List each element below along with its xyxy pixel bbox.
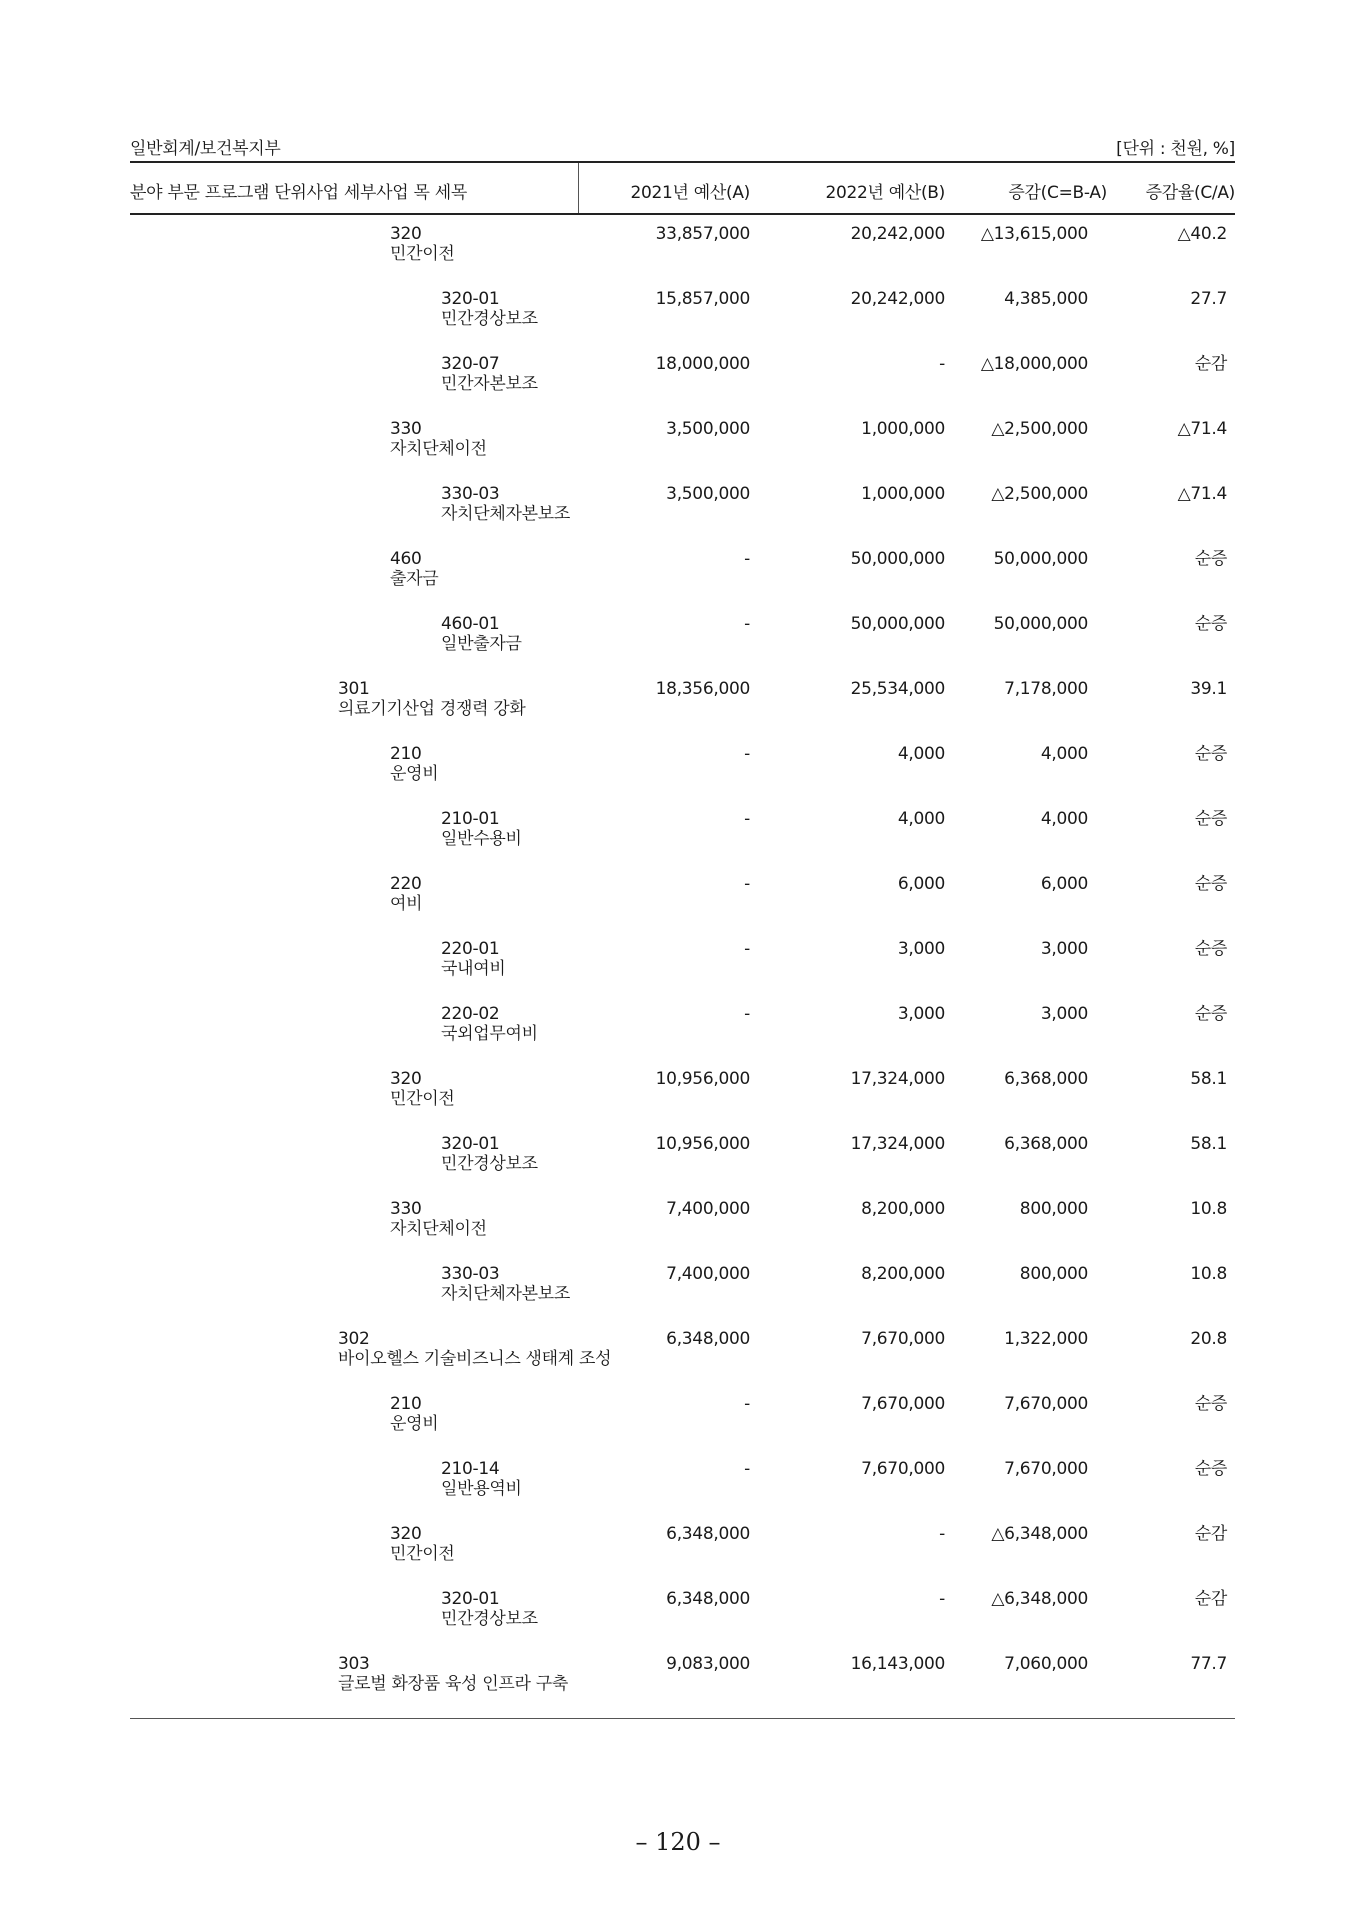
table-row xyxy=(130,1069,1235,1134)
row-change-rate: 20.8 xyxy=(1190,1329,1227,1349)
row-budget-2021: 9,083,000 xyxy=(666,1654,750,1674)
row-budget-2021: 33,857,000 xyxy=(655,224,750,244)
row-change-rate: 순증 xyxy=(1194,549,1227,569)
row-code: 210-14 xyxy=(441,1459,500,1479)
row-change: 4,000 xyxy=(1040,744,1088,764)
row-change: 6,368,000 xyxy=(1004,1069,1088,1089)
row-budget-2022: 7,670,000 xyxy=(861,1329,945,1349)
row-change-rate: 순감 xyxy=(1194,1524,1227,1544)
table-row xyxy=(130,1004,1235,1069)
row-code: 210 xyxy=(390,1394,422,1414)
row-code: 302 xyxy=(338,1329,370,1349)
row-budget-2022: 25,534,000 xyxy=(850,679,945,699)
row-code: 460 xyxy=(390,549,422,569)
row-budget-2022: 1,000,000 xyxy=(861,419,945,439)
row-budget-2021: 6,348,000 xyxy=(666,1329,750,1349)
table-row xyxy=(130,1394,1235,1459)
row-change: △6,348,000 xyxy=(991,1589,1088,1609)
row-code: 330 xyxy=(390,1199,422,1219)
row-change-rate: 순증 xyxy=(1194,939,1227,959)
row-budget-2022: 8,200,000 xyxy=(861,1199,945,1219)
row-name: 민간경상보조 xyxy=(441,1609,538,1629)
table-row xyxy=(130,549,1235,614)
row-budget-2022: 4,000 xyxy=(897,744,945,764)
row-code: 460-01 xyxy=(441,614,500,634)
row-name: 일반수용비 xyxy=(441,829,522,849)
header-divider xyxy=(578,163,579,213)
row-name: 국내여비 xyxy=(441,959,506,979)
row-change: 7,060,000 xyxy=(1004,1654,1088,1674)
row-change-rate: 순증 xyxy=(1194,1004,1227,1024)
row-code: 210-01 xyxy=(441,809,500,829)
table-row xyxy=(130,1524,1235,1589)
row-change: △2,500,000 xyxy=(991,484,1088,504)
row-budget-2022: - xyxy=(939,1524,945,1544)
row-budget-2021: - xyxy=(744,874,750,894)
row-budget-2022: - xyxy=(939,1589,945,1609)
table-row xyxy=(130,1459,1235,1524)
table-row xyxy=(130,354,1235,419)
page-number: – 120 – xyxy=(635,1828,721,1856)
row-change-rate: 순증 xyxy=(1194,744,1227,764)
row-name: 국외업무여비 xyxy=(441,1024,538,1044)
row-budget-2022: 7,670,000 xyxy=(861,1394,945,1414)
row-budget-2022: - xyxy=(939,354,945,374)
row-change-rate: 순감 xyxy=(1194,354,1227,374)
row-budget-2021: 3,500,000 xyxy=(666,484,750,504)
row-budget-2021: 10,956,000 xyxy=(655,1069,750,1089)
row-budget-2022: 17,324,000 xyxy=(850,1134,945,1154)
row-budget-2021: - xyxy=(744,1394,750,1414)
row-code: 330 xyxy=(390,419,422,439)
row-change-rate: 10.8 xyxy=(1190,1264,1227,1284)
header-budget-2021: 2021년 예산(A) xyxy=(630,183,750,203)
row-change: △13,615,000 xyxy=(980,224,1088,244)
table-row xyxy=(130,1589,1235,1654)
row-budget-2022: 20,242,000 xyxy=(850,289,945,309)
row-change-rate: 순증 xyxy=(1194,874,1227,894)
row-budget-2021: - xyxy=(744,809,750,829)
row-budget-2021: - xyxy=(744,1004,750,1024)
row-change: △6,348,000 xyxy=(991,1524,1088,1544)
row-budget-2021: 7,400,000 xyxy=(666,1199,750,1219)
unit-label: [단위 : 천원, %] xyxy=(1116,139,1235,159)
row-change: 800,000 xyxy=(1019,1199,1088,1219)
row-change-rate: 순증 xyxy=(1194,809,1227,829)
row-change-rate: 39.1 xyxy=(1190,679,1227,699)
row-budget-2022: 8,200,000 xyxy=(861,1264,945,1284)
row-change: 3,000 xyxy=(1040,1004,1088,1024)
row-budget-2021: 6,348,000 xyxy=(666,1589,750,1609)
row-code: 320-01 xyxy=(441,1134,500,1154)
row-name: 자치단체자본보조 xyxy=(441,1284,570,1304)
row-budget-2021: 15,857,000 xyxy=(655,289,750,309)
row-budget-2021: 10,956,000 xyxy=(655,1134,750,1154)
row-budget-2022: 7,670,000 xyxy=(861,1459,945,1479)
row-change-rate: △71.4 xyxy=(1177,484,1227,504)
row-name: 민간이전 xyxy=(390,1089,455,1109)
row-name: 여비 xyxy=(390,894,423,914)
row-change: 7,670,000 xyxy=(1004,1459,1088,1479)
header-change: 증감(C=B-A) xyxy=(1008,183,1107,203)
row-budget-2021: - xyxy=(744,939,750,959)
table-row xyxy=(130,939,1235,1004)
header-change-rate: 증감율(C/A) xyxy=(1145,183,1235,203)
table-row xyxy=(130,484,1235,549)
row-budget-2021: - xyxy=(744,614,750,634)
row-change-rate: 순증 xyxy=(1194,1394,1227,1414)
row-change-rate: 77.7 xyxy=(1190,1654,1227,1674)
row-change: △18,000,000 xyxy=(980,354,1088,374)
row-change: 800,000 xyxy=(1019,1264,1088,1284)
row-name: 운영비 xyxy=(390,764,439,784)
row-budget-2022: 3,000 xyxy=(897,1004,945,1024)
row-code: 320-07 xyxy=(441,354,500,374)
table-row xyxy=(130,614,1235,679)
table-row xyxy=(130,1134,1235,1199)
table-row xyxy=(130,1199,1235,1264)
row-budget-2021: 6,348,000 xyxy=(666,1524,750,1544)
table-row xyxy=(130,1264,1235,1329)
row-change-rate: 58.1 xyxy=(1190,1069,1227,1089)
table-bottom-rule xyxy=(130,1718,1235,1719)
row-code: 330-03 xyxy=(441,1264,500,1284)
table-row xyxy=(130,419,1235,484)
row-change: 4,000 xyxy=(1040,809,1088,829)
row-code: 320-01 xyxy=(441,1589,500,1609)
row-budget-2022: 6,000 xyxy=(897,874,945,894)
row-code: 210 xyxy=(390,744,422,764)
row-budget-2022: 3,000 xyxy=(897,939,945,959)
row-budget-2021: 7,400,000 xyxy=(666,1264,750,1284)
table-row xyxy=(130,679,1235,744)
row-budget-2021: - xyxy=(744,744,750,764)
row-change-rate: 27.7 xyxy=(1190,289,1227,309)
row-change: 7,670,000 xyxy=(1004,1394,1088,1414)
row-change: △2,500,000 xyxy=(991,419,1088,439)
row-name: 의료기기산업 경쟁력 강화 xyxy=(338,699,526,719)
row-code: 330-03 xyxy=(441,484,500,504)
row-budget-2022: 4,000 xyxy=(897,809,945,829)
header-budget-2022: 2022년 예산(B) xyxy=(825,183,945,203)
row-code: 220-02 xyxy=(441,1004,500,1024)
row-name: 일반출자금 xyxy=(441,634,522,654)
row-change-rate: △40.2 xyxy=(1177,224,1227,244)
account-title: 일반회계/보건복지부 xyxy=(130,139,281,159)
row-name: 바이오헬스 기술비즈니스 생태계 조성 xyxy=(338,1349,612,1369)
row-name: 글로벌 화장품 육성 인프라 구축 xyxy=(338,1674,569,1694)
row-budget-2022: 17,324,000 xyxy=(850,1069,945,1089)
row-budget-2021: 3,500,000 xyxy=(666,419,750,439)
row-name: 민간이전 xyxy=(390,244,455,264)
row-code: 220 xyxy=(390,874,422,894)
row-code: 320 xyxy=(390,1524,422,1544)
header-classification: 분야 부문 프로그램 단위사업 세부사업 목 세목 xyxy=(130,183,467,203)
row-budget-2021: - xyxy=(744,1459,750,1479)
row-change-rate: 순감 xyxy=(1194,1589,1227,1609)
row-budget-2022: 16,143,000 xyxy=(850,1654,945,1674)
table-header xyxy=(130,163,1235,213)
row-change: 3,000 xyxy=(1040,939,1088,959)
row-name: 민간이전 xyxy=(390,1544,455,1564)
row-name: 일반용역비 xyxy=(441,1479,522,1499)
row-name: 민간경상보조 xyxy=(441,1154,538,1174)
table-row xyxy=(130,289,1235,354)
row-change: 50,000,000 xyxy=(993,549,1088,569)
table-row xyxy=(130,224,1235,289)
row-change-rate: 10.8 xyxy=(1190,1199,1227,1219)
table-row xyxy=(130,1329,1235,1394)
budget-table-body xyxy=(130,224,1235,1719)
document-header xyxy=(130,134,1235,159)
row-budget-2022: 50,000,000 xyxy=(850,549,945,569)
row-change: 6,368,000 xyxy=(1004,1134,1088,1154)
row-code: 320 xyxy=(390,1069,422,1089)
table-row xyxy=(130,1654,1235,1719)
row-name: 출자금 xyxy=(390,569,439,589)
row-change: 6,000 xyxy=(1040,874,1088,894)
row-budget-2021: 18,356,000 xyxy=(655,679,750,699)
table-row xyxy=(130,809,1235,874)
table-row xyxy=(130,744,1235,809)
row-budget-2021: 18,000,000 xyxy=(655,354,750,374)
row-code: 301 xyxy=(338,679,370,699)
row-code: 320-01 xyxy=(441,289,500,309)
row-code: 320 xyxy=(390,224,422,244)
row-change: 1,322,000 xyxy=(1004,1329,1088,1349)
row-budget-2021: - xyxy=(744,549,750,569)
row-name: 자치단체자본보조 xyxy=(441,504,570,524)
row-change: 4,385,000 xyxy=(1004,289,1088,309)
row-name: 자치단체이전 xyxy=(390,439,487,459)
row-change-rate: 58.1 xyxy=(1190,1134,1227,1154)
row-code: 220-01 xyxy=(441,939,500,959)
row-change-rate: △71.4 xyxy=(1177,419,1227,439)
row-name: 자치단체이전 xyxy=(390,1219,487,1239)
row-change: 7,178,000 xyxy=(1004,679,1088,699)
row-code: 303 xyxy=(338,1654,370,1674)
row-budget-2022: 20,242,000 xyxy=(850,224,945,244)
row-budget-2022: 50,000,000 xyxy=(850,614,945,634)
table-row xyxy=(130,874,1235,939)
row-change-rate: 순증 xyxy=(1194,614,1227,634)
row-change: 50,000,000 xyxy=(993,614,1088,634)
header-bottom-rule xyxy=(130,213,1235,215)
row-name: 운영비 xyxy=(390,1414,439,1434)
row-change-rate: 순증 xyxy=(1194,1459,1227,1479)
row-name: 민간경상보조 xyxy=(441,309,538,329)
row-name: 민간자본보조 xyxy=(441,374,538,394)
row-budget-2022: 1,000,000 xyxy=(861,484,945,504)
